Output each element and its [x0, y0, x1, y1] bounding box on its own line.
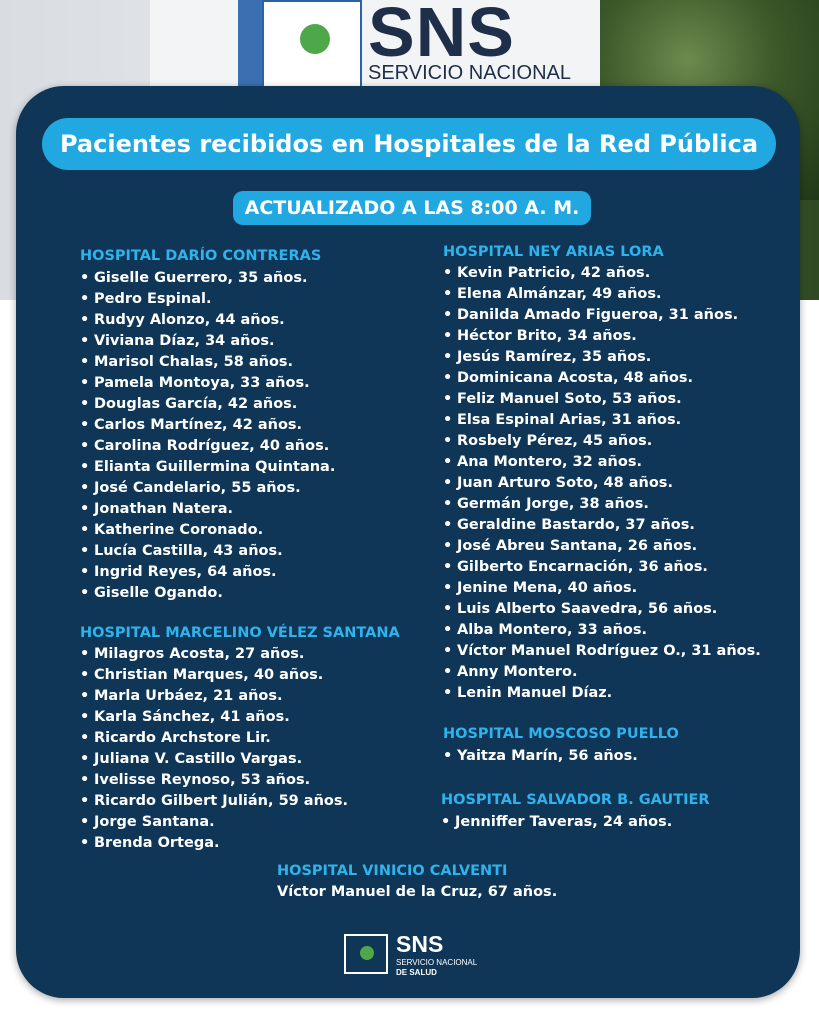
- patient-entry: • Pedro Espinal.: [80, 289, 335, 310]
- patient-entry: • Jonathan Natera.: [80, 499, 335, 520]
- patient-entry: • Carolina Rodríguez, 40 años.: [80, 436, 335, 457]
- patient-entry: • Ricardo Archstore Lir.: [80, 728, 348, 749]
- hospital-heading: HOSPITAL MARCELINO VÉLEZ SANTANA: [80, 625, 400, 641]
- patient-entry: • José Abreu Santana, 26 años.: [443, 536, 761, 557]
- patient-entry: • Elsa Espinal Arias, 31 años.: [443, 410, 761, 431]
- patient-entry: • Jenniffer Taveras, 24 años.: [441, 812, 672, 833]
- patient-entry: • Jenine Mena, 40 años.: [443, 578, 761, 599]
- footer-brand: SNS: [396, 931, 444, 957]
- patient-entry: • Juan Arturo Soto, 48 años.: [443, 473, 761, 494]
- patient-entry: • Christian Marques, 40 años.: [80, 665, 348, 686]
- patient-entry: • Pamela Montoya, 33 años.: [80, 373, 335, 394]
- patient-entry: • Rudyy Alonzo, 44 años.: [80, 310, 335, 331]
- footer-line-1: SERVICIO NACIONAL: [396, 958, 478, 967]
- patient-entry: • Jorge Santana.: [80, 812, 348, 833]
- patient-entry: • Danilda Amado Figueroa, 31 años.: [443, 305, 761, 326]
- patient-entry: • Germán Jorge, 38 años.: [443, 494, 761, 515]
- page-title: Pacientes recibidos en Hospitales de la Red Pública: [42, 118, 776, 170]
- patient-entry: • Ingrid Reyes, 64 años.: [80, 562, 335, 583]
- hospital-heading: HOSPITAL DARÍO CONTRERAS: [80, 248, 322, 264]
- patient-entry: Víctor Manuel de la Cruz, 67 años.: [277, 884, 558, 900]
- patient-entry: • Karla Sánchez, 41 años.: [80, 707, 348, 728]
- patient-entry: • Elianta Guillermina Quintana.: [80, 457, 335, 478]
- patient-entry: • Juliana V. Castillo Vargas.: [80, 749, 348, 770]
- patient-entry: • Héctor Brito, 34 años.: [443, 326, 761, 347]
- patient-entry: • Douglas García, 42 años.: [80, 394, 335, 415]
- patient-entry: • Elena Almánzar, 49 años.: [443, 284, 761, 305]
- patient-entry: • Feliz Manuel Soto, 53 años.: [443, 389, 761, 410]
- patient-entry: • Yaitza Marín, 56 años.: [443, 746, 638, 767]
- patient-entry: • Lucía Castilla, 43 años.: [80, 541, 335, 562]
- update-badge: ACTUALIZADO A LAS 8:00 A. M.: [233, 191, 591, 225]
- logo-emblem-icon: [300, 24, 330, 54]
- patient-entry: • Lenin Manuel Díaz.: [443, 683, 761, 704]
- sign-title: SNS: [368, 0, 515, 71]
- emblem-dot-icon: [360, 946, 374, 960]
- patient-entry: • Brenda Ortega.: [80, 833, 348, 854]
- footer-logo: [344, 931, 484, 978]
- hospital-heading: HOSPITAL NEY ARIAS LORA: [443, 244, 664, 260]
- patient-entry: • Alba Montero, 33 años.: [443, 620, 761, 641]
- patient-entry: • Ivelisse Reynoso, 53 años.: [80, 770, 348, 791]
- patient-entry: • Viviana Díaz, 34 años.: [80, 331, 335, 352]
- patient-entry: • Milagros Acosta, 27 años.: [80, 644, 348, 665]
- patient-list: [443, 263, 761, 704]
- patient-entry: • Marla Urbáez, 21 años.: [80, 686, 348, 707]
- sign-stripe: [238, 0, 262, 90]
- patient-list: [80, 644, 348, 854]
- patient-list: [80, 268, 335, 604]
- patient-entry: • Ana Montero, 32 años.: [443, 452, 761, 473]
- patient-entry: • José Candelario, 55 años.: [80, 478, 335, 499]
- patient-entry: • Luis Alberto Saavedra, 56 años.: [443, 599, 761, 620]
- patient-entry: • Jesús Ramírez, 35 años.: [443, 347, 761, 368]
- patient-entry: • Carlos Martínez, 42 años.: [80, 415, 335, 436]
- sign-subtitle: SERVICIO NACIONAL: [368, 62, 572, 84]
- sns-hands-icon: [344, 934, 388, 974]
- patient-list: [443, 746, 638, 767]
- patient-entry: • Katherine Coronado.: [80, 520, 335, 541]
- patient-entry: • Rosbely Pérez, 45 años.: [443, 431, 761, 452]
- patient-entry: • Geraldine Bastardo, 37 años.: [443, 515, 761, 536]
- sns-logo-icon: [262, 0, 362, 88]
- hospital-heading: HOSPITAL MOSCOSO PUELLO: [443, 726, 679, 742]
- hospital-heading: HOSPITAL SALVADOR B. GAUTIER: [441, 792, 710, 808]
- patient-entry: • Marisol Chalas, 58 años.: [80, 352, 335, 373]
- patient-entry: • Gilberto Encarnación, 36 años.: [443, 557, 761, 578]
- patient-list: [441, 812, 672, 833]
- footer-line-2: DE SALUD: [396, 968, 437, 977]
- patient-entry: • Kevin Patricio, 42 años.: [443, 263, 761, 284]
- patient-entry: • Giselle Ogando.: [80, 583, 335, 604]
- patient-entry: • Giselle Guerrero, 35 años.: [80, 268, 335, 289]
- patient-entry: • Anny Montero.: [443, 662, 761, 683]
- patient-entry: • Ricardo Gilbert Julián, 59 años.: [80, 791, 348, 812]
- patient-entry: • Víctor Manuel Rodríguez O., 31 años.: [443, 641, 761, 662]
- hospital-heading: HOSPITAL VINICIO CALVENTI: [277, 863, 508, 879]
- patient-entry: • Dominicana Acosta, 48 años.: [443, 368, 761, 389]
